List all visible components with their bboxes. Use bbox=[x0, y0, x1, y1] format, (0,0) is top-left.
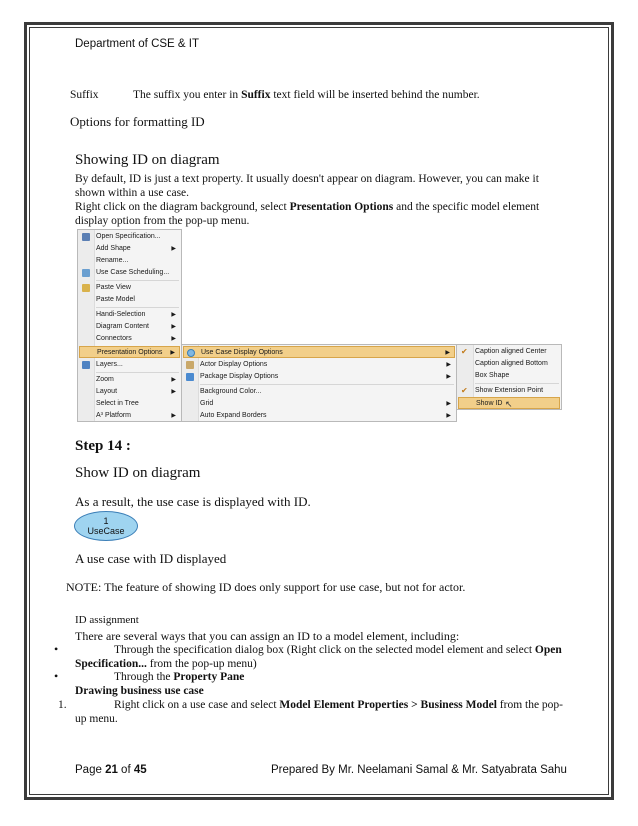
department-header: Department of CSE & IT bbox=[75, 38, 199, 50]
menu-item-open-specification[interactable]: Open Specification... bbox=[79, 231, 180, 243]
menu-item-caption-aligned-bottom[interactable]: Caption aligned Bottom bbox=[475, 360, 548, 367]
menu-item-show-id[interactable]: Show ID ↖ bbox=[458, 397, 560, 409]
submenu-arrow-icon: ▶ bbox=[171, 413, 176, 419]
submenu-arrow-icon: ▶ bbox=[171, 336, 176, 342]
use-case-id: 1 bbox=[103, 516, 109, 526]
menu-separator bbox=[475, 383, 559, 384]
drawing-line: Right click on a use case and select Model Element Properties > Business Model from the pop- bbox=[114, 699, 564, 711]
menu-separator bbox=[96, 307, 179, 308]
menu-item-caption-aligned-center[interactable]: ✔ Caption aligned Center bbox=[461, 347, 547, 356]
menu-item-paste-view[interactable]: Paste View bbox=[79, 282, 180, 294]
paragraph-line: display option from the pop-up menu. bbox=[75, 215, 250, 227]
menu-item-use-case-display-options[interactable]: Use Case Display Options ▶ bbox=[183, 346, 455, 358]
id-assignment-intro: There are several ways that you can assign an ID to a model element, including: bbox=[75, 629, 460, 643]
menu-item-layout[interactable]: Layout ▶ bbox=[96, 388, 176, 395]
context-menu bbox=[77, 229, 182, 422]
submenu-arrow-icon: ▶ bbox=[170, 350, 175, 356]
bullet-icon: • bbox=[54, 642, 59, 656]
menu-item-grid[interactable]: Grid ▶ bbox=[200, 400, 451, 407]
spec-icon bbox=[82, 233, 90, 241]
schedule-icon bbox=[82, 269, 90, 277]
menu-item-rename[interactable]: Rename... bbox=[96, 257, 129, 264]
menu-item-select-in-tree[interactable]: Select in Tree bbox=[96, 400, 139, 407]
menu-item-auto-expand-borders[interactable]: Auto Expand Borders ▶ bbox=[200, 412, 451, 419]
section-title: Showing ID on diagram bbox=[75, 152, 220, 168]
submenu-arrow-icon: ▶ bbox=[446, 362, 451, 368]
note-text: NOTE: The feature of showing ID does only support for use case, but not for actor. bbox=[66, 580, 466, 594]
presentation-options-submenu bbox=[181, 344, 457, 422]
use-case-oval bbox=[74, 511, 138, 541]
use-case-name: UseCase bbox=[87, 526, 125, 536]
menu-separator bbox=[96, 372, 179, 373]
paste-icon bbox=[82, 284, 90, 292]
menu-item-a3-platform[interactable]: A³ Platform ▶ bbox=[96, 412, 176, 419]
bullet-line: Through the specification dialog box (Right click on the selected model element and select Open bbox=[114, 644, 562, 656]
menu-separator bbox=[200, 384, 454, 385]
menu-item-handi-selection[interactable]: Handi-Selection ▶ bbox=[96, 311, 176, 318]
actor-icon bbox=[186, 361, 194, 369]
submenu-arrow-icon: ▶ bbox=[171, 324, 176, 330]
menu-item-actor-display-options[interactable]: Actor Display Options ▶ bbox=[183, 359, 455, 371]
submenu-arrow-icon: ▶ bbox=[171, 246, 176, 252]
mouse-cursor-icon: ↖ bbox=[505, 399, 513, 409]
submenu-arrow-icon: ▶ bbox=[445, 350, 450, 356]
package-icon bbox=[186, 373, 194, 381]
layers-icon bbox=[82, 361, 90, 369]
page-number: Page 21 of 45 bbox=[75, 764, 147, 776]
step-title: Step 14 : bbox=[75, 438, 131, 454]
step-result: As a result, the use case is displayed with ID. bbox=[75, 494, 311, 509]
menu-item-box-shape[interactable]: Box Shape bbox=[475, 372, 510, 379]
options-heading: Options for formatting ID bbox=[70, 114, 205, 129]
paragraph-line: shown within a use case. bbox=[75, 187, 190, 199]
submenu-arrow-icon: ▶ bbox=[446, 401, 451, 407]
menu-item-use-case-scheduling[interactable]: Use Case Scheduling... bbox=[79, 267, 180, 279]
menu-item-paste-model[interactable]: Paste Model bbox=[96, 296, 135, 303]
drawing-line: up menu. bbox=[75, 713, 118, 725]
menu-item-background-color[interactable]: Background Color... bbox=[200, 388, 262, 395]
menu-item-zoom[interactable]: Zoom ▶ bbox=[96, 376, 176, 383]
prepared-by: Prepared By Mr. Neelamani Samal & Mr. Satyabrata Sahu bbox=[271, 764, 567, 776]
menu-item-package-display-options[interactable]: Package Display Options ▶ bbox=[183, 371, 455, 383]
bullet-icon: • bbox=[54, 669, 59, 683]
list-number: 1. bbox=[58, 699, 67, 711]
menu-item-layers[interactable]: Layers... bbox=[79, 359, 180, 371]
submenu-arrow-icon: ▶ bbox=[171, 312, 176, 318]
menu-item-diagram-content[interactable]: Diagram Content ▶ bbox=[96, 323, 176, 330]
bullet-line: Through the Property Pane bbox=[114, 671, 245, 683]
paragraph-line: Right click on the diagram background, select Presentation Options and the specific model element bbox=[75, 201, 540, 213]
submenu-arrow-icon: ▶ bbox=[171, 389, 176, 395]
id-assignment-heading: ID assignment bbox=[75, 614, 139, 626]
menu-separator bbox=[96, 280, 179, 281]
suffix-description: The suffix you enter in Suffix text field will be inserted behind the number. bbox=[133, 89, 480, 101]
submenu-arrow-icon: ▶ bbox=[446, 413, 451, 419]
usecase-icon bbox=[187, 349, 195, 357]
submenu-arrow-icon: ▶ bbox=[446, 374, 451, 380]
menu-item-add-shape[interactable]: Add Shape ▶ bbox=[96, 245, 176, 252]
step-subtitle: Show ID on diagram bbox=[75, 465, 201, 481]
use-case-caption: A use case with ID displayed bbox=[75, 551, 227, 566]
bullet-line: Specification... from the pop-up menu) bbox=[75, 658, 257, 670]
checkmark-icon: ✔ bbox=[461, 347, 468, 356]
menu-item-presentation-options[interactable]: Presentation Options ▶ bbox=[79, 346, 180, 358]
use-case-display-submenu bbox=[456, 344, 562, 410]
checkmark-icon: ✔ bbox=[461, 386, 468, 395]
suffix-term: Suffix bbox=[70, 89, 99, 101]
paragraph-line: By default, ID is just a text property. It usually doesn't appear on diagram. However, you can make it bbox=[75, 173, 539, 185]
menu-item-show-extension-point[interactable]: ✔ Show Extension Point bbox=[461, 386, 544, 395]
submenu-arrow-icon: ▶ bbox=[171, 377, 176, 383]
menu-item-connectors[interactable]: Connectors ▶ bbox=[96, 335, 176, 342]
drawing-heading: Drawing business use case bbox=[75, 685, 204, 697]
